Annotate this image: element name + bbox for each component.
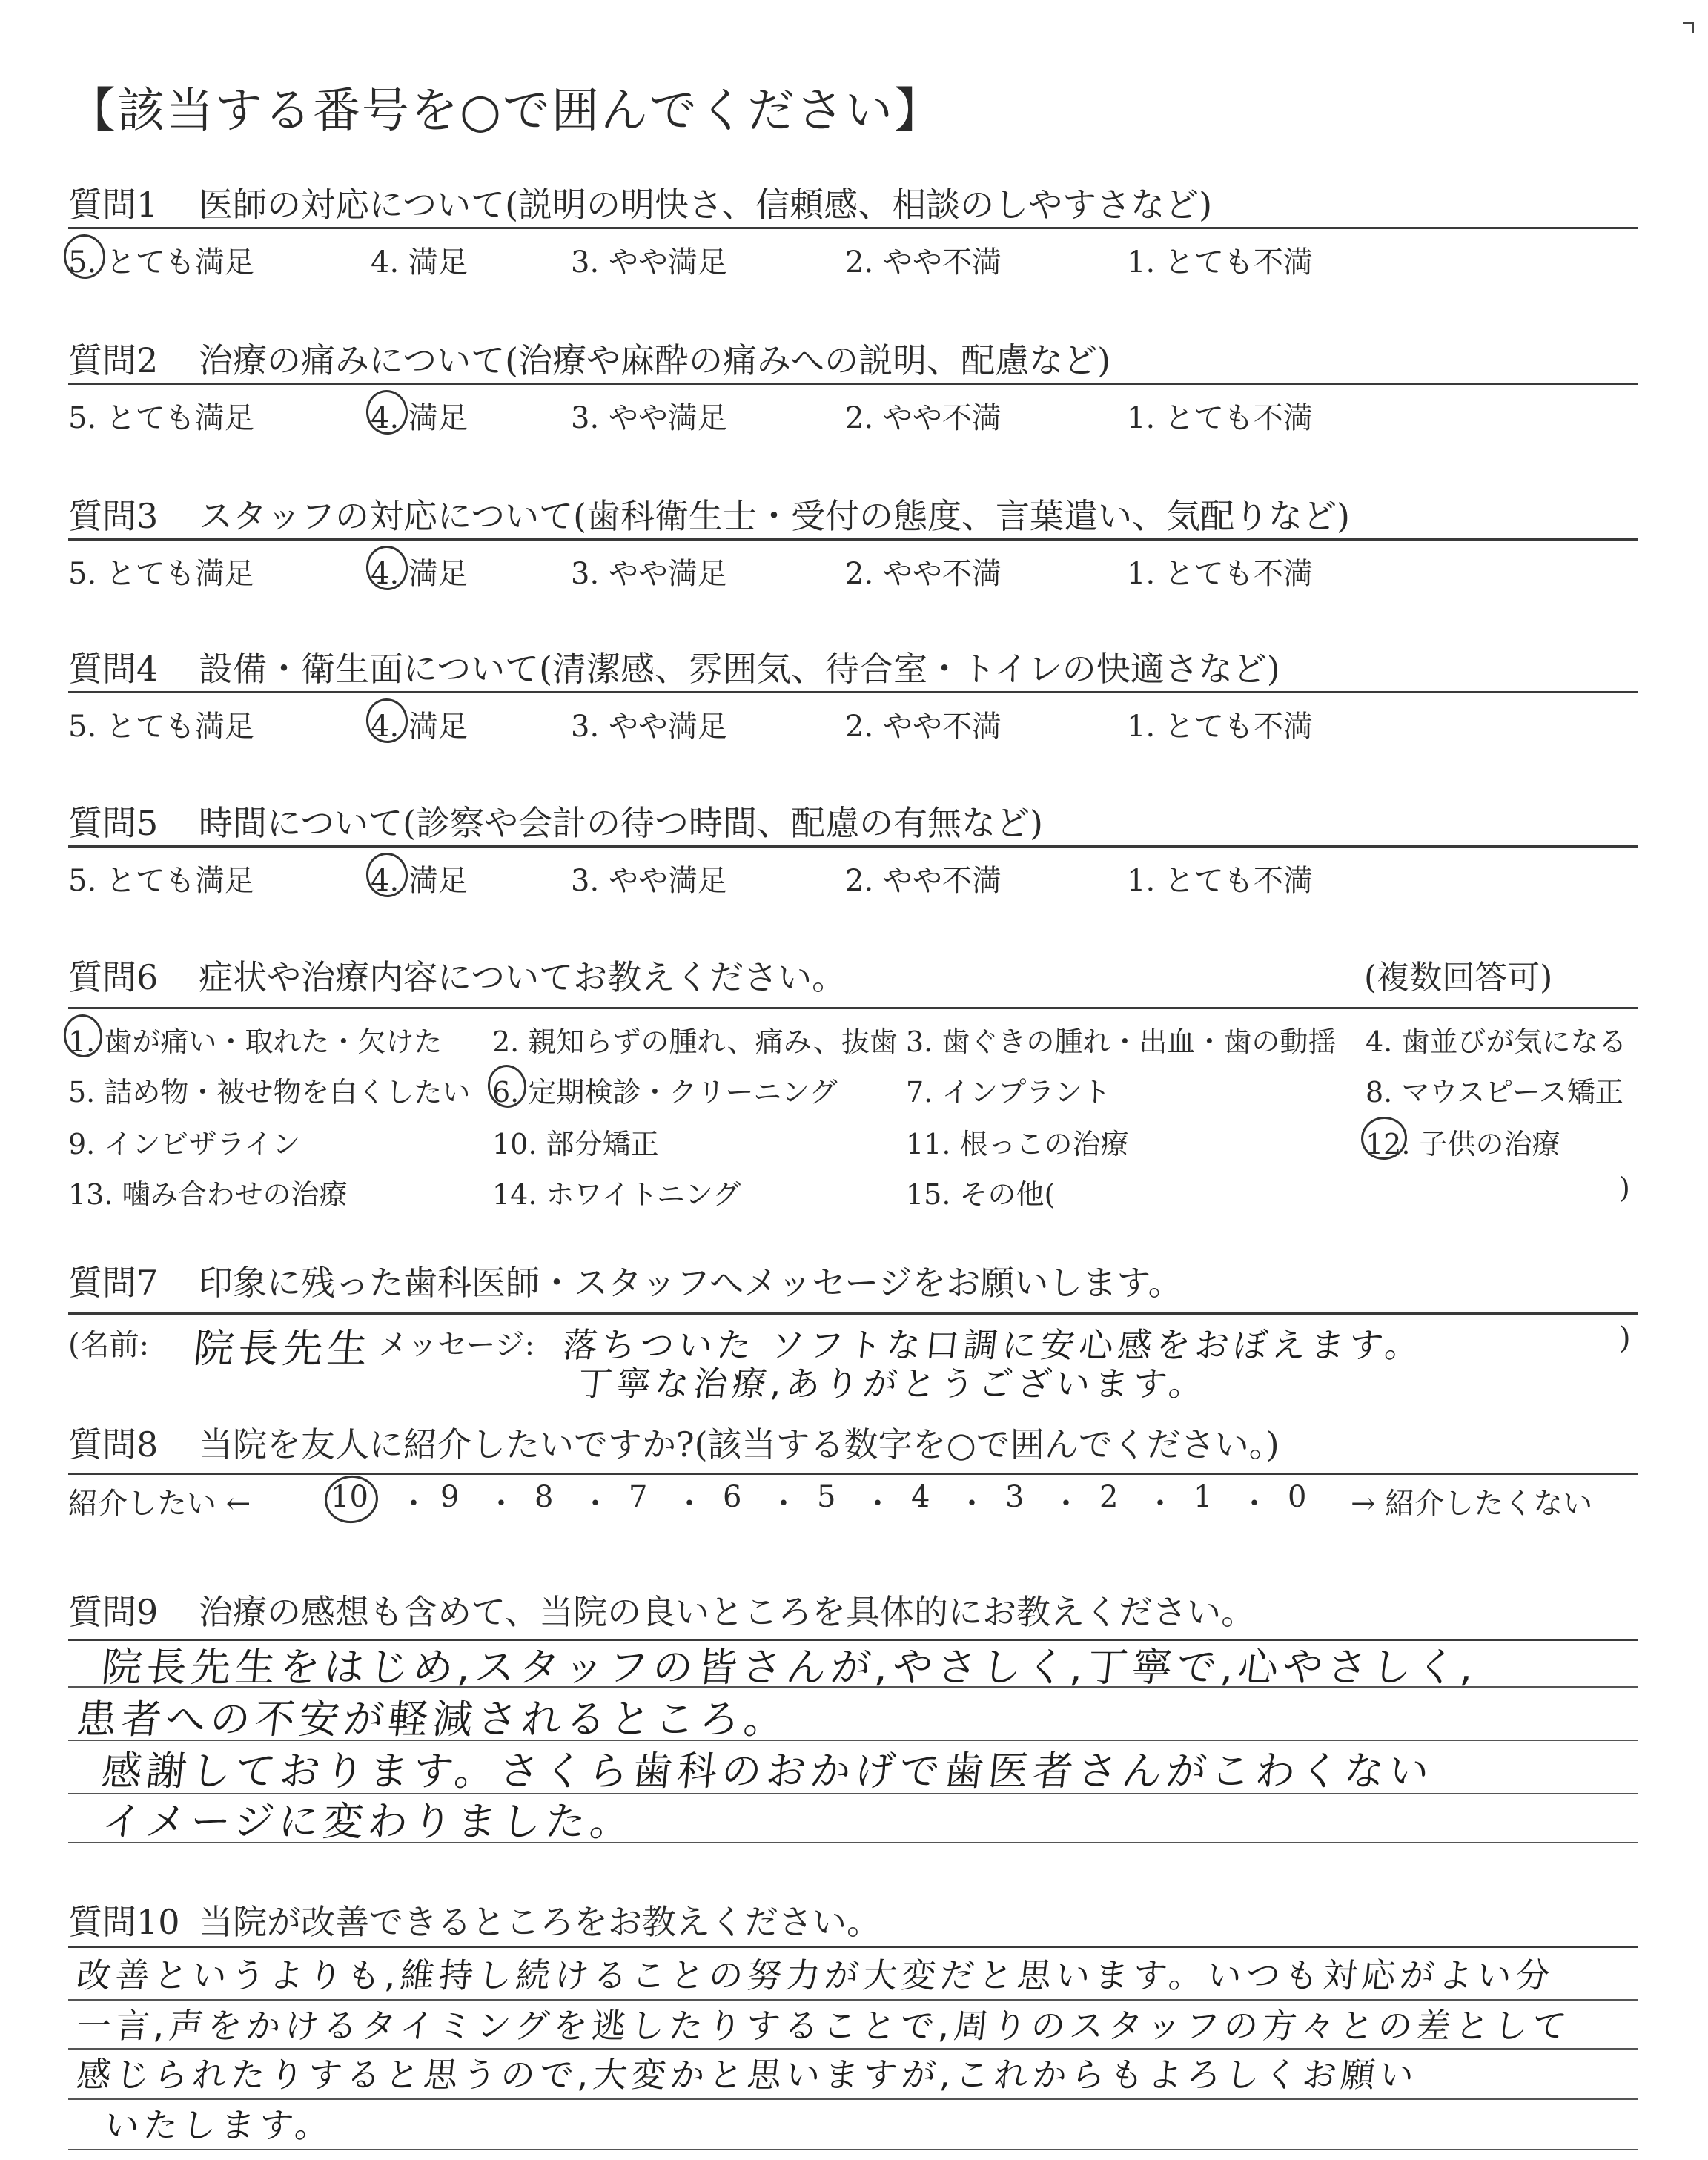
question-text: 当院を友人に紹介したいですか?(該当する数字を○で囲んでください。) [199,1424,1280,1464]
question-text: 印象に残った歯科医師・スタッフへメッセージをお願いします。 [199,1263,1182,1303]
recommend-value[interactable]: 6 [723,1480,742,1514]
name-label: (名前: [68,1328,150,1362]
rating-option-2[interactable]: 2. やや不満 [845,245,1002,280]
question-text: 症状や治療内容についてお教えください。 [199,957,847,997]
rating-option-1[interactable]: 1. とても不満 [1127,864,1313,898]
rating-option-1[interactable]: 1. とても不満 [1127,401,1313,435]
question-1-rule [68,227,1638,229]
answer-line [68,2149,1638,2150]
symptom-option[interactable]: 10. 部分矯正 [492,1128,659,1160]
rating-option-1[interactable]: 1. とても不満 [1127,557,1313,591]
recommend-left-label: 紹介したい ← [68,1487,251,1521]
message-close-paren: ) [1619,1321,1631,1355]
rating-option-2[interactable]: 2. やや不満 [845,401,1002,435]
symptom-option[interactable]: 4. 歯並びが気になる [1366,1025,1627,1058]
question-number: 質問7 [68,1263,159,1303]
recommend-value[interactable]: 3 [1005,1480,1025,1514]
symptom-option[interactable]: 3. 歯ぐきの腫れ・出血・歯の動揺 [906,1025,1337,1058]
question-number: 質問9 [68,1592,159,1632]
question-6-heading [68,951,846,1000]
rating-option-5[interactable]: 5. とても満足 [68,401,254,435]
question-6-rule [68,1007,1638,1009]
message-label: メッセージ: [378,1328,535,1362]
rating-option-4[interactable]: 4. 満足 [371,864,468,898]
scale-dot: ・ [1239,1487,1269,1521]
question-3-rule [68,538,1638,541]
question-2-heading [68,334,1110,383]
question-number: 質問5 [68,803,159,843]
rating-option-3[interactable]: 3. やや満足 [571,557,727,591]
rating-option-2[interactable]: 2. やや不満 [845,710,1002,744]
scale-dot: ・ [1145,1487,1175,1521]
question-4-heading [68,642,1280,691]
question-9-heading [68,1585,1255,1634]
recommend-right-label: → 紹介したくない [1351,1487,1593,1521]
question-5-heading [68,796,1043,845]
symptom-option[interactable]: 6. 定期検診・クリーニング [492,1076,838,1109]
symptom-option[interactable]: 5. 詰め物・被せ物を白くしたい [68,1076,471,1109]
question-8-rule [68,1473,1638,1475]
handwritten-line: 感謝しております。さくら歯科のおかげで歯医者さんがこわくない [99,1748,1436,1794]
rating-option-3[interactable]: 3. やや満足 [571,245,727,280]
scale-dot: ・ [580,1487,610,1521]
question-text: 当院が改善できるところをお教えください。 [199,1902,881,1942]
question-number: 質問10 [68,1902,180,1942]
rating-option-1[interactable]: 1. とても不満 [1127,245,1313,280]
rating-option-5[interactable]: 5. とても満足 [68,557,254,591]
rating-option-4[interactable]: 4. 満足 [371,557,468,591]
recommend-value[interactable]: 5 [817,1480,836,1514]
question-text: 時間について(診察や会計の待つ時間、配慮の有無など) [199,803,1043,843]
handwritten-line: いたします。 [102,2105,336,2145]
question-number: 質問1 [68,185,159,225]
recommend-value[interactable]: 2 [1099,1480,1119,1514]
scale-dot: ・ [957,1487,987,1521]
recommend-value[interactable]: 7 [629,1480,648,1514]
symptom-option[interactable]: 11. 根っこの治療 [906,1128,1129,1160]
question-2-rule [68,383,1638,385]
form-title: 【該当する番号を○で囲んでください】 [68,84,943,139]
symptom-option[interactable]: 1. 歯が痛い・取れた・欠けた [68,1025,443,1058]
rating-option-4[interactable]: 4. 満足 [371,245,468,280]
scale-dot: ・ [769,1487,798,1521]
symptom-option[interactable]: 12. 子供の治療 [1366,1128,1560,1160]
question-text: スタッフの対応について(歯科衛生士・受付の態度、言葉遣い、気配りなど) [199,496,1350,536]
scale-dot: ・ [863,1487,893,1521]
rating-option-5[interactable]: 5. とても満足 [68,864,254,898]
symptom-option[interactable]: 14. ホワイトニング [492,1178,741,1211]
symptom-option[interactable]: 7. インプラント [906,1076,1111,1109]
question-text: 医師の対応について(説明の明快さ、信頼感、相談のしやすさなど) [199,185,1213,225]
question-text: 治療の感想も含めて、当院の良いところを具体的にお教えください。 [199,1592,1256,1632]
symptom-option[interactable]: 8. マウスピース矯正 [1366,1076,1623,1109]
message-line-1: 落ちついた ソフトな口調に安心感をおぼえます。 [560,1325,1426,1365]
handwritten-line: 改善というよりも,維持し続けることの努力が大変だと思います。いつも対応がよい分 [74,1955,1557,1995]
question-1-heading [68,178,1212,227]
handwritten-line: 一言,声をかけるタイミングを逃したりすることで,周りのスタッフの方々との差として [74,2006,1573,2046]
question-3-heading [68,489,1350,538]
rating-option-2[interactable]: 2. やや不満 [845,864,1002,898]
rating-option-4[interactable]: 4. 満足 [371,710,468,744]
rating-option-3[interactable]: 3. やや満足 [571,401,727,435]
question-text: 設備・衛生面について(清潔感、雰囲気、待合室・トイレの快適さなど) [199,649,1280,689]
question-text: 治療の痛みについて(治療や麻酔の痛みへの説明、配慮など) [199,340,1111,380]
question-7-rule [68,1312,1638,1315]
question-number: 質問4 [68,649,159,689]
scale-dot: ・ [399,1487,428,1521]
name-value: 院長先生 [191,1325,374,1372]
rating-option-5[interactable]: 5. とても満足 [68,245,254,280]
scale-dot: ・ [675,1487,704,1521]
recommend-value[interactable]: 9 [440,1480,460,1514]
message-line-2: 丁寧な治療,ありがとうございます。 [575,1364,1210,1404]
scale-dot: ・ [486,1487,516,1521]
recommend-value[interactable]: 10 [331,1480,368,1514]
symptom-option[interactable]: 2. 親知らずの腫れ、痛み、抜歯 [492,1025,898,1058]
recommend-value[interactable]: 4 [911,1480,930,1514]
question-number: 質問8 [68,1424,159,1464]
rating-option-3[interactable]: 3. やや満足 [571,864,727,898]
rating-option-5[interactable]: 5. とても満足 [68,710,254,744]
handwritten-line: 院長先生をはじめ,スタッフの皆さんが,やさしく,丁寧で,心やさしく, [99,1644,1480,1691]
symptom-option[interactable]: 9. インビザライン [68,1128,301,1160]
question-4-rule [68,691,1638,693]
question-5-rule [68,845,1638,848]
multiple-answer-note: (複数回答可) [1364,959,1553,997]
question-number: 質問6 [68,957,159,997]
question-number: 質問2 [68,340,159,380]
question-7-heading [68,1256,1182,1305]
handwritten-line: イメージに変わりました。 [99,1798,638,1845]
recommend-value[interactable]: 0 [1288,1480,1307,1514]
symptom-option[interactable]: 13. 噛み合わせの治療 [68,1178,348,1211]
rating-option-1[interactable]: 1. とても不満 [1127,710,1313,744]
recommend-value[interactable]: 8 [534,1480,554,1514]
symptom-option[interactable]: 15. その他( [906,1178,1056,1211]
rating-option-2[interactable]: 2. やや不満 [845,557,1002,591]
handwritten-line: 患者への不安が軽減されるところ。 [74,1696,791,1743]
rating-option-4[interactable]: 4. 満足 [371,401,468,435]
question-10-heading [68,1895,881,1944]
recommend-value[interactable]: 1 [1194,1480,1213,1514]
scale-dot: ・ [1051,1487,1081,1521]
question-number: 質問3 [68,496,159,536]
other-close-paren: ) [1619,1172,1630,1204]
question-10-rule [68,1946,1638,1948]
question-8-heading [68,1418,1280,1467]
corner-mark [1683,22,1694,33]
rating-option-3[interactable]: 3. やや満足 [571,710,727,744]
handwritten-line: 感じられたりすると思うので,大変かと思いますが,これからもよろしくお願い [74,2055,1420,2095]
